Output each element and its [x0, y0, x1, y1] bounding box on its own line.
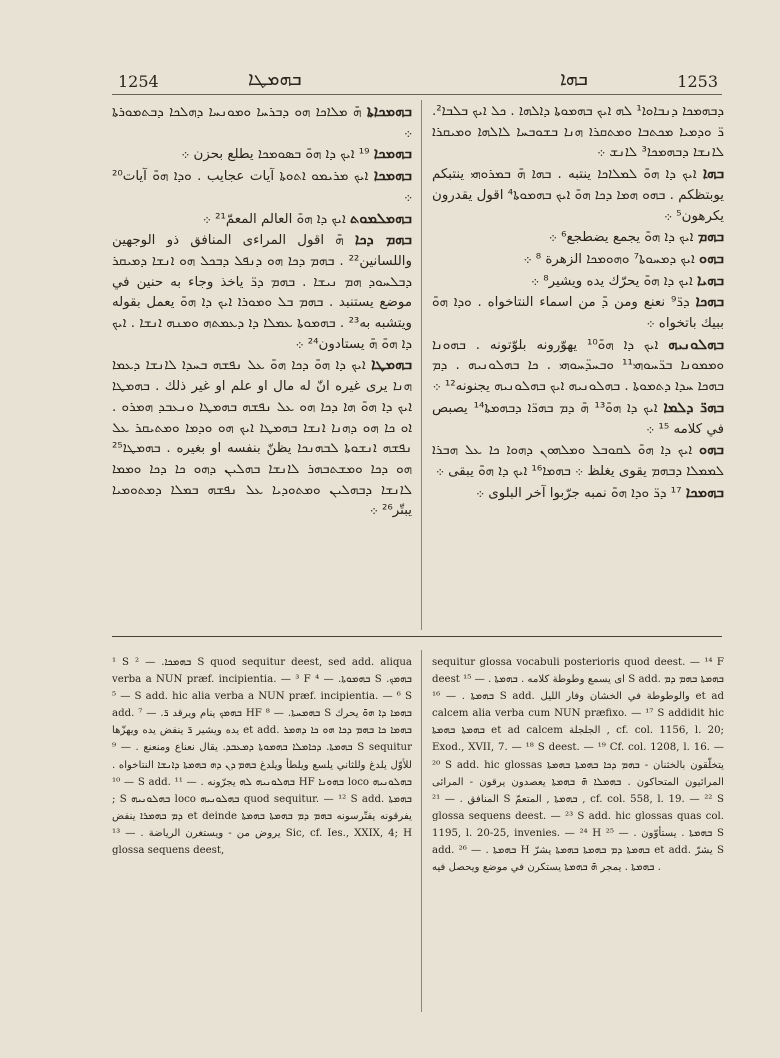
right-running-headword: ܒܗܐ — [560, 68, 588, 90]
entry-lemma: ܒܗܡܛܐ — [371, 357, 412, 374]
entry-lemma: ܒܗܪ̈ ܕܠܡܐ — [663, 399, 724, 416]
entry-text: ܐܝܟ ܕܡܚܘܬܐ⁷ ܘܗܘܡܟܐ الزهرة ⁸ ܀ — [523, 251, 695, 267]
left-text-column — [112, 102, 412, 630]
footnotes-right-text: sequitur glossa vocabuli posterioris quod deest. — ¹⁴ F deest اى يسمع وطوطة كلامه . ܒܗܡܬܐ . — ¹⁵ S add. ܒܗܡܬܐ ܒܗܡ ܕܡ ܒܗܡܬܐ . — ¹⁶ S add. والوطوطة في الخشان وفار الليل et ad calcem alia verba cum NUN præfixo. — ¹⁷ S addidit hic ܒܗܡܬܐ ܒܗܡܬܐ et ad calcem الجلجلة , cf. col. 1156, l. 20; Exod., XVII, 7. — ¹⁸ S deest. — ¹⁹ Cf. col. 1208, l. 16. — ²⁰ S add. hic glossas يتخلّقون بالخثنان - ܒܗܡ ܕܟܐ ܒܗܡܬܐ ܒܗܡܬܐ المرائيون المتحاكون . ܒܗܡܠܐ ܗ̄ ܒܗܡܬܐ يعصدون يرقون - المرائى المنافق . — ²¹ S ܒܗܡܬܐ , المتعمّ , cf. col. 558, l. 19. — ²² S glossa sequens deest. — ²³ S add. hic glossas quas col. 1195, l. 20-25, invenies. — ²⁴ H ܒܗܡܬܐ . يستأوّون . — ²⁵ S add. ܒܗܡܬܐ . — ²⁶ H ܒܗܡܬܐ ܕܡ ܒܗܡܬܐ ܒܗܡܬܐ يشرّ et add. يشرّ S ܒܗܡܬܐ . يمجر ܗ̄ ܒܗܡܬܐ يستكرن في موضع ويحصل فيه . — [432, 657, 724, 874]
entry-lemma: ܒܗܝܐ — [696, 272, 724, 289]
entry-lemma: ܒܗܠܘܢܝܗ — [668, 336, 724, 353]
entry-lemma: ܒܗܡܟܐ — [373, 146, 412, 163]
entry-lemma: ܒܗܡܟܐܬܐ — [366, 104, 412, 120]
entry-lemma: ܒܗܐ — [702, 166, 724, 183]
entry-lemma: ܒܗܡ ܕܟܐ — [354, 232, 412, 249]
dictionary-entry — [432, 335, 724, 398]
header-rule — [112, 94, 722, 95]
entry-lemma: ܒܗܡ — [697, 229, 724, 246]
entry-lemma: ܒܗܘ — [699, 250, 724, 267]
dictionary-entry — [432, 271, 724, 293]
entry-text: ܗ̄ اقول المراءى المنافق ذو الوجهين واللسانين²² . ܒܗܡ ܕܟܐ ܗܘ ܕܢܦܠ ܕܒܟܠ ܗܘ ܐܢܫܐ ܕܡܝܩܪ ܕܒܠܚܘܕ ܗܡ ܢܝܫܐ . ܒܗܡ ܕܪ̈ ياخذ وجاء به حنين في موضع يستنبد . ܒܗܡ ܒܠ ܘܡܘܪܐ ܐܝܟ ܕܐ ܗܘ̄ يعمل بقوله ويتشبه به²³ . ܒܗܡܘܬܐ ܥܡܠܐ ܕܐ ܕܥܡܬܗ ܘܡܢܗ ܐܢܫܐ . ܐܝܟ ܕܐ ܗܘ̄ ܗ̄ يستادون²⁴ ܀ — [112, 233, 412, 352]
entry-lemma: ܒܗܡܟܐ — [373, 168, 412, 185]
dictionary-entry — [432, 483, 724, 505]
right-text-column — [432, 102, 724, 630]
left-page-number: 1254 — [118, 72, 159, 91]
footnotes-left-text: ¹ S ܒܗܡܟܐ. — ² S quod sequitur deest, sed add. aliqua verba a NUN præf. incipientia. — ³ F ܒܗܡܘܬܐ. — ⁴ S ܒܗܡܟ. — ⁵ S add. hic alia verba a NUN præf. incipientia. — ⁶ S add. ܒܗܡܟ ينام ويرقد ܪ̈. — ⁷ HF ܒܗܡܚܬܐ. — ⁸ S ܒܗܡܐ ܕܐ ܗܘ̄ يحرك يده ويشير ܪ̈ ينفض يده ويهزّها et add. ܒܗܡܐ ܟܐ ܒܗܡ ܕܟܐ ܗܘ ܟܐ ܕܗܡܪ ܒܗܡܬܐ. ܕܟܐܡܠܐ ܒܗܡܘܬܐ ܕܡܥܒܕ. يقال نعناع ومنعنع . — ⁹ S sequitur للأوّل يلدغ وللثاني يلسع ويلطأ ويلدغ ܒܗܡ ܕܢ ܕܗ ܒܗܡܬܐ ܕܐܢܫܐ النتاخواه . — ¹⁰ S add. ܒܗܠܘܢܝܗ ܠܗ يجرّونه . — ¹¹ HF ܒܗܘܢܐ loco ܒܗܠܘܢܝܗ ; S ܒܗܠܘܢܝܗ loco ܒܗܠܘܢܝܗ quod sequitur. — ¹² S add. ܒܗܡܬܐ ܕܡ ܒܗܡܪܐ ينفض et deinde يفرقونه يفتّرسونه ܒܗܡ ܕܡ ܒܗܡܬܐ ܒܗܡܬܐ يروض من - ويستغرن الرياضة . — ¹³ Sic, cf. Ies., XXIX, 4; H glossa sequens deest, — [112, 657, 412, 857]
dictionary-entry — [432, 440, 724, 482]
entry-text: ܐܝܟ ܕܐ ܗܘ̄ يجمع يضطجع⁶ ܀ — [548, 230, 694, 246]
entry-text: ܕܪ̈⁹ نعنع ومن ܕ̄ من اسماء النتاخواه . ܘܕܐ ܗܘ̄ ببيك باتخواه ܀ — [432, 295, 724, 332]
entry-text: ܐܝܟ ܕܐ ܗܘ̄ العالم المعمّ²¹ ܀ — [202, 211, 346, 227]
dictionary-entry — [112, 144, 412, 166]
left-footnotes — [112, 654, 412, 1014]
dictionary-entry — [112, 355, 412, 522]
entry-lemma: ܒܗܟܐ — [695, 294, 724, 311]
entry-text: ܐܝܟ ܕܐ ܗܘ̄ ܠܡܠܐܟܐ ينتبه . ܒܗܐ ܗ̄ ܒܡܪܘܗܝ ينتبكم يوبتظكم . ܒܗܘ ܗܡܐ ܕܟܐ ܗܘ̄ ܐܝܟ ܒܗܡܘܬܐ⁴ اقول يقدرون يكرهون⁵ ܀ — [432, 167, 724, 224]
entry-text: ¹⁷ ܕܪ̈ ܘܕܐ ܗܘ̄ نمبه جرّبوا آخر البلوى ܀ — [475, 485, 682, 501]
right-footnotes — [432, 654, 724, 1014]
footnote-rule — [112, 636, 722, 637]
right-page-number: 1253 — [677, 72, 718, 91]
entry-text: ܗ̄ ܡܠܐܟܐ ܗܘ ܕܒܪܚܐ ܘܡܘܢܚܐ ܕܗܠܟܐ ܕܒܬܡܘܪܬܐ ܀ — [112, 105, 412, 141]
column-divider — [421, 100, 422, 630]
dictionary-entry — [112, 209, 412, 231]
dictionary-entry — [432, 292, 724, 334]
dictionary-entry — [432, 102, 724, 164]
entry-text: ܐܝܟ ܕܐ ܗܘ̄ ܕܟܐ ܗܘ̄ ܥܠ ܢܦܫܗ ܒܚܕܐ ܠܐܢܫܐ ܕܥܡܐ ܗܢܐ يرى غيره انّ له مال او علم او غير ذلك . ܒܗܡܛܐ ܐܝܟ ܕܐ ܗܘ̄ ܗܐ ܕܟܐ ܗܘ ܥܠ ܢܦܫܗ ܒܗܡܛܐ ܘܢܥܒܕ ܗܡܪܘ . ܐܘ ܟܐ ܗܘ ܕܗܢܐ ܐܢܫܐ ܒܗܡܛܐ ܐܝܟ ܗܘ ܘܕܡܐ ܘܡܬܝܩܪ ܥܠ ܢܦܫܗ ܐܢܫܘܬܐ ܠܒܗܢܟܐ يظنّ بنفسه او بغيره . ܒܗܡܛܐ²⁵ ܗܘ ܕܟܐ ܘܡܫܬܒܗܪ ܠܐܢܫܐ ܒܗܠܝܢ ܕܗܘ ܟܐ ܕܟܐ ܘܡܡܐ ܠܐܢܫܐ ܕܒܗܠܝܢ ܘܡܬܘܕܝܐ ܥܠ ܢܦܫܗ ܒܡܠܐ ܕܡܬܘܡܝܐ يبتّر²⁶ ܀ — [112, 358, 412, 519]
footnote-column-divider — [421, 650, 422, 1012]
dictionary-entry — [432, 164, 724, 227]
dictionary-entry — [432, 249, 724, 271]
entry-text: ܐܝܟ ܕܐ ܗܘ̄¹³ ܗ̄ ܕܡ ܒܗܪ̈ܐ ܕܒܗܡܬܐ¹⁴ يصبص في كلامه ¹⁵ ܀ — [432, 400, 724, 437]
entry-lemma: ܒܗܡܟܐ — [685, 484, 724, 501]
entry-text: ܐܝܟ ܕܐ ܗܘ̄ ܠܩܘܒܠ ܘܡܠܗܘܢ ܕܗܘܐ ܟܐ ܥܠ ܗܒܪܐ ܠܡܡܠܐ ܕܒܗܡ يقوى يغلظ ܀ ܒܗܡܐ¹⁶ ܐܝܟ ܕܐ ܗܘ̄ يبقى ܀ — [432, 443, 724, 479]
dictionary-entry — [112, 102, 412, 144]
entry-text: ¹⁹ ܐܝܟ ܕܐ ܗܘ̄ ܒܣܘܡܟܐ يطلع بحزن ܀ — [181, 147, 370, 163]
dictionary-entry — [112, 230, 412, 355]
entry-text: ܐܝܟ ܕܐ ܗܘ̄ يحرّك يده ويشير⁸ ܀ — [531, 273, 693, 289]
entry-lemma: ܒܗܘ — [699, 442, 724, 459]
dictionary-entry — [432, 227, 724, 249]
dictionary-entry — [112, 166, 412, 208]
entry-lemma: ܒܗܡܠܡܘܬ — [349, 210, 412, 227]
entry-text: ܐܝܟ ܕܐ ܗܘ̄¹⁰ يهوّرونه بلوّتونه . ܒܗܘܢܐ ܘܡܡܘܢܐ ܒܪ̈ܚܘܗܝ¹¹ ܘܒܚܕ̈ܚܘܗܝ . ܟܐ ܒܗܠܘܢܝܗ . ܕܡ ܒܗܟܐ ܚܕܐ ܕܬܡܘܬܐ . ܒܗܠܘܢܝܗ ܐܝܟ ܒܗܠܘܢܝܗ يجنونه¹² ܀ — [432, 337, 724, 395]
entry-text: ܐܝܟ ܡܪܝܡܘ ܐܬܘܬܐ آيات عجايب . ܘܕܐ ܗܘ̄ آيات²⁰ ܀ — [112, 169, 412, 205]
dictionary-entry — [432, 398, 724, 440]
left-running-headword: ܒܗܡܛܐ — [248, 68, 302, 90]
entry-text: ܕܒܗܡܟܐ ܕܢܒܐܘܐ¹ ܠܗ ܐܝܟ ܒܗܡܘܬܐ ܕܐܠܗܐ . ܟܠ ܐܝܟ ܒܠܒܐ². ܪ̈ ܘܕܡܝܐ ܡܟܬܒܐ ܘܡܬܩܪܐ ܗܢܐ ܒܫܘܒܚܐ ܠܐܠܗܐ ܘܡܝܩܪܐ ܠܐܢܫܐ ܕܒܗܡܟܐ³ ܠܐܢܫ ܀ — [432, 104, 724, 161]
